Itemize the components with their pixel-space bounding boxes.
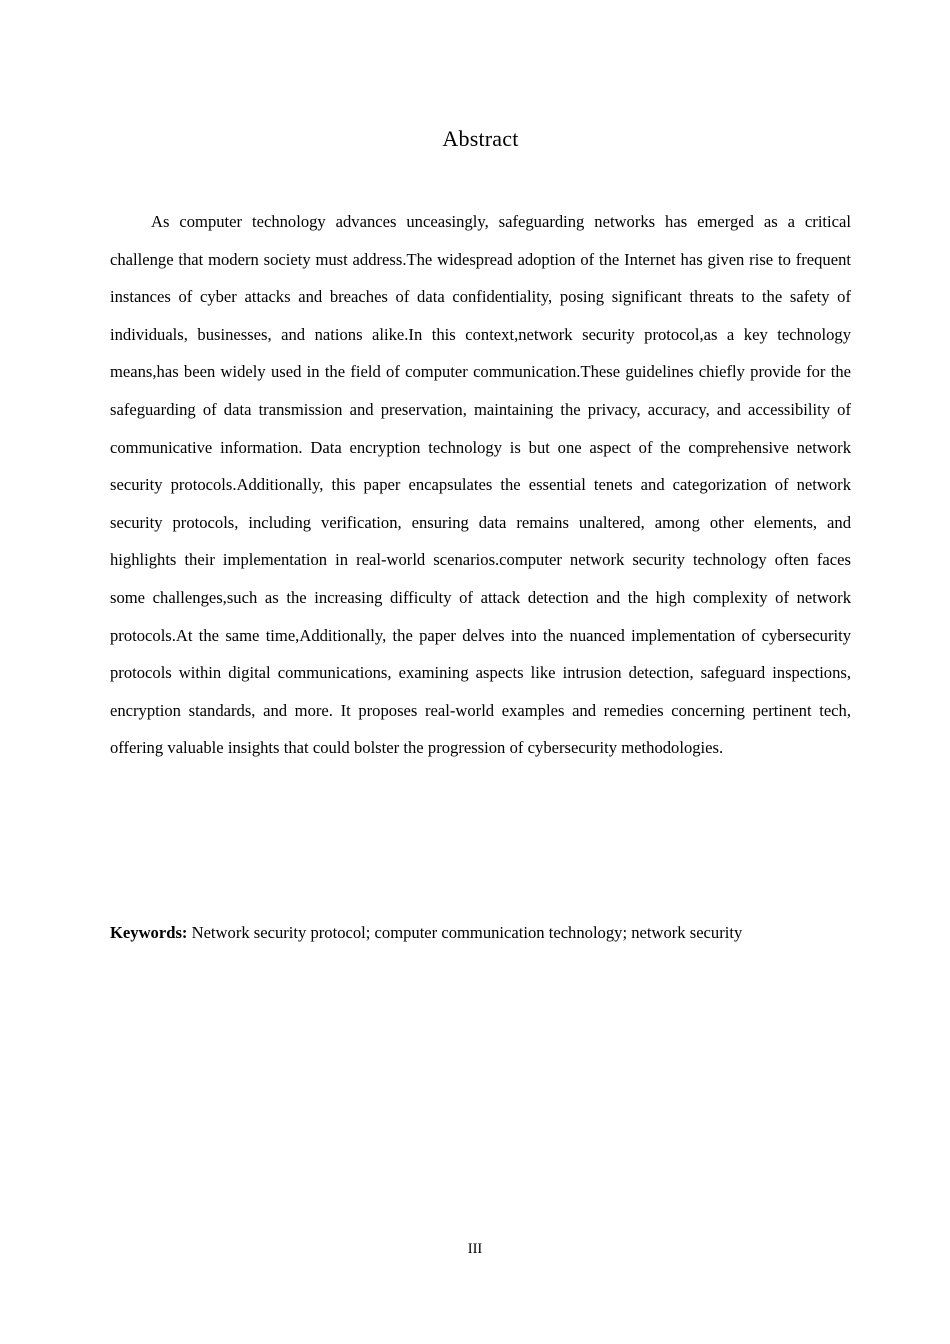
- abstract-paragraph: As computer technology advances unceasingly, safeguarding networks has emerged as a critical challenge that modern society must address.The widespread adoption of the Internet has given rise to frequent instances of cyber attacks and breaches of data confidentiality, posing significant threats to the safety of individuals, businesses, and nations alike.In this context,network security protocol,as a key technology means,has been widely used in the field of computer communication.These guidelines chiefly provide for the safeguarding of data transmission and preservation, maintaining the privacy, accuracy, and accessibility of communicative information. Data encryption technology is but one aspect of the comprehensive network security protocols.Additionally, this paper encapsulates the essential tenets and categorization of network security protocols, including verification, ensuring data remains unaltered, among other elements, and highlights their implementation in real-world scenarios.computer network security technology often faces some challenges,such as the increasing difficulty of attack detection and the high complexity of network protocols.At the same time,Additionally, the paper delves into the nuanced implementation of cybersecurity protocols within digital communications, examining aspects like intrusion detection, safeguard inspections, encryption standards, and more. It proposes real-world examples and remedies concerning pertinent tech, offering valuable insights that could bolster the progression of cybersecurity methodologies.: [110, 212, 851, 758]
- keywords-line: [110, 914, 851, 952]
- page-number: III: [467, 1241, 483, 1257]
- page-title: Abstract: [442, 126, 519, 151]
- keywords-label: Keywords:: [110, 923, 188, 942]
- keywords-value: Network security protocol; computer communication technology; network security: [187, 923, 743, 942]
